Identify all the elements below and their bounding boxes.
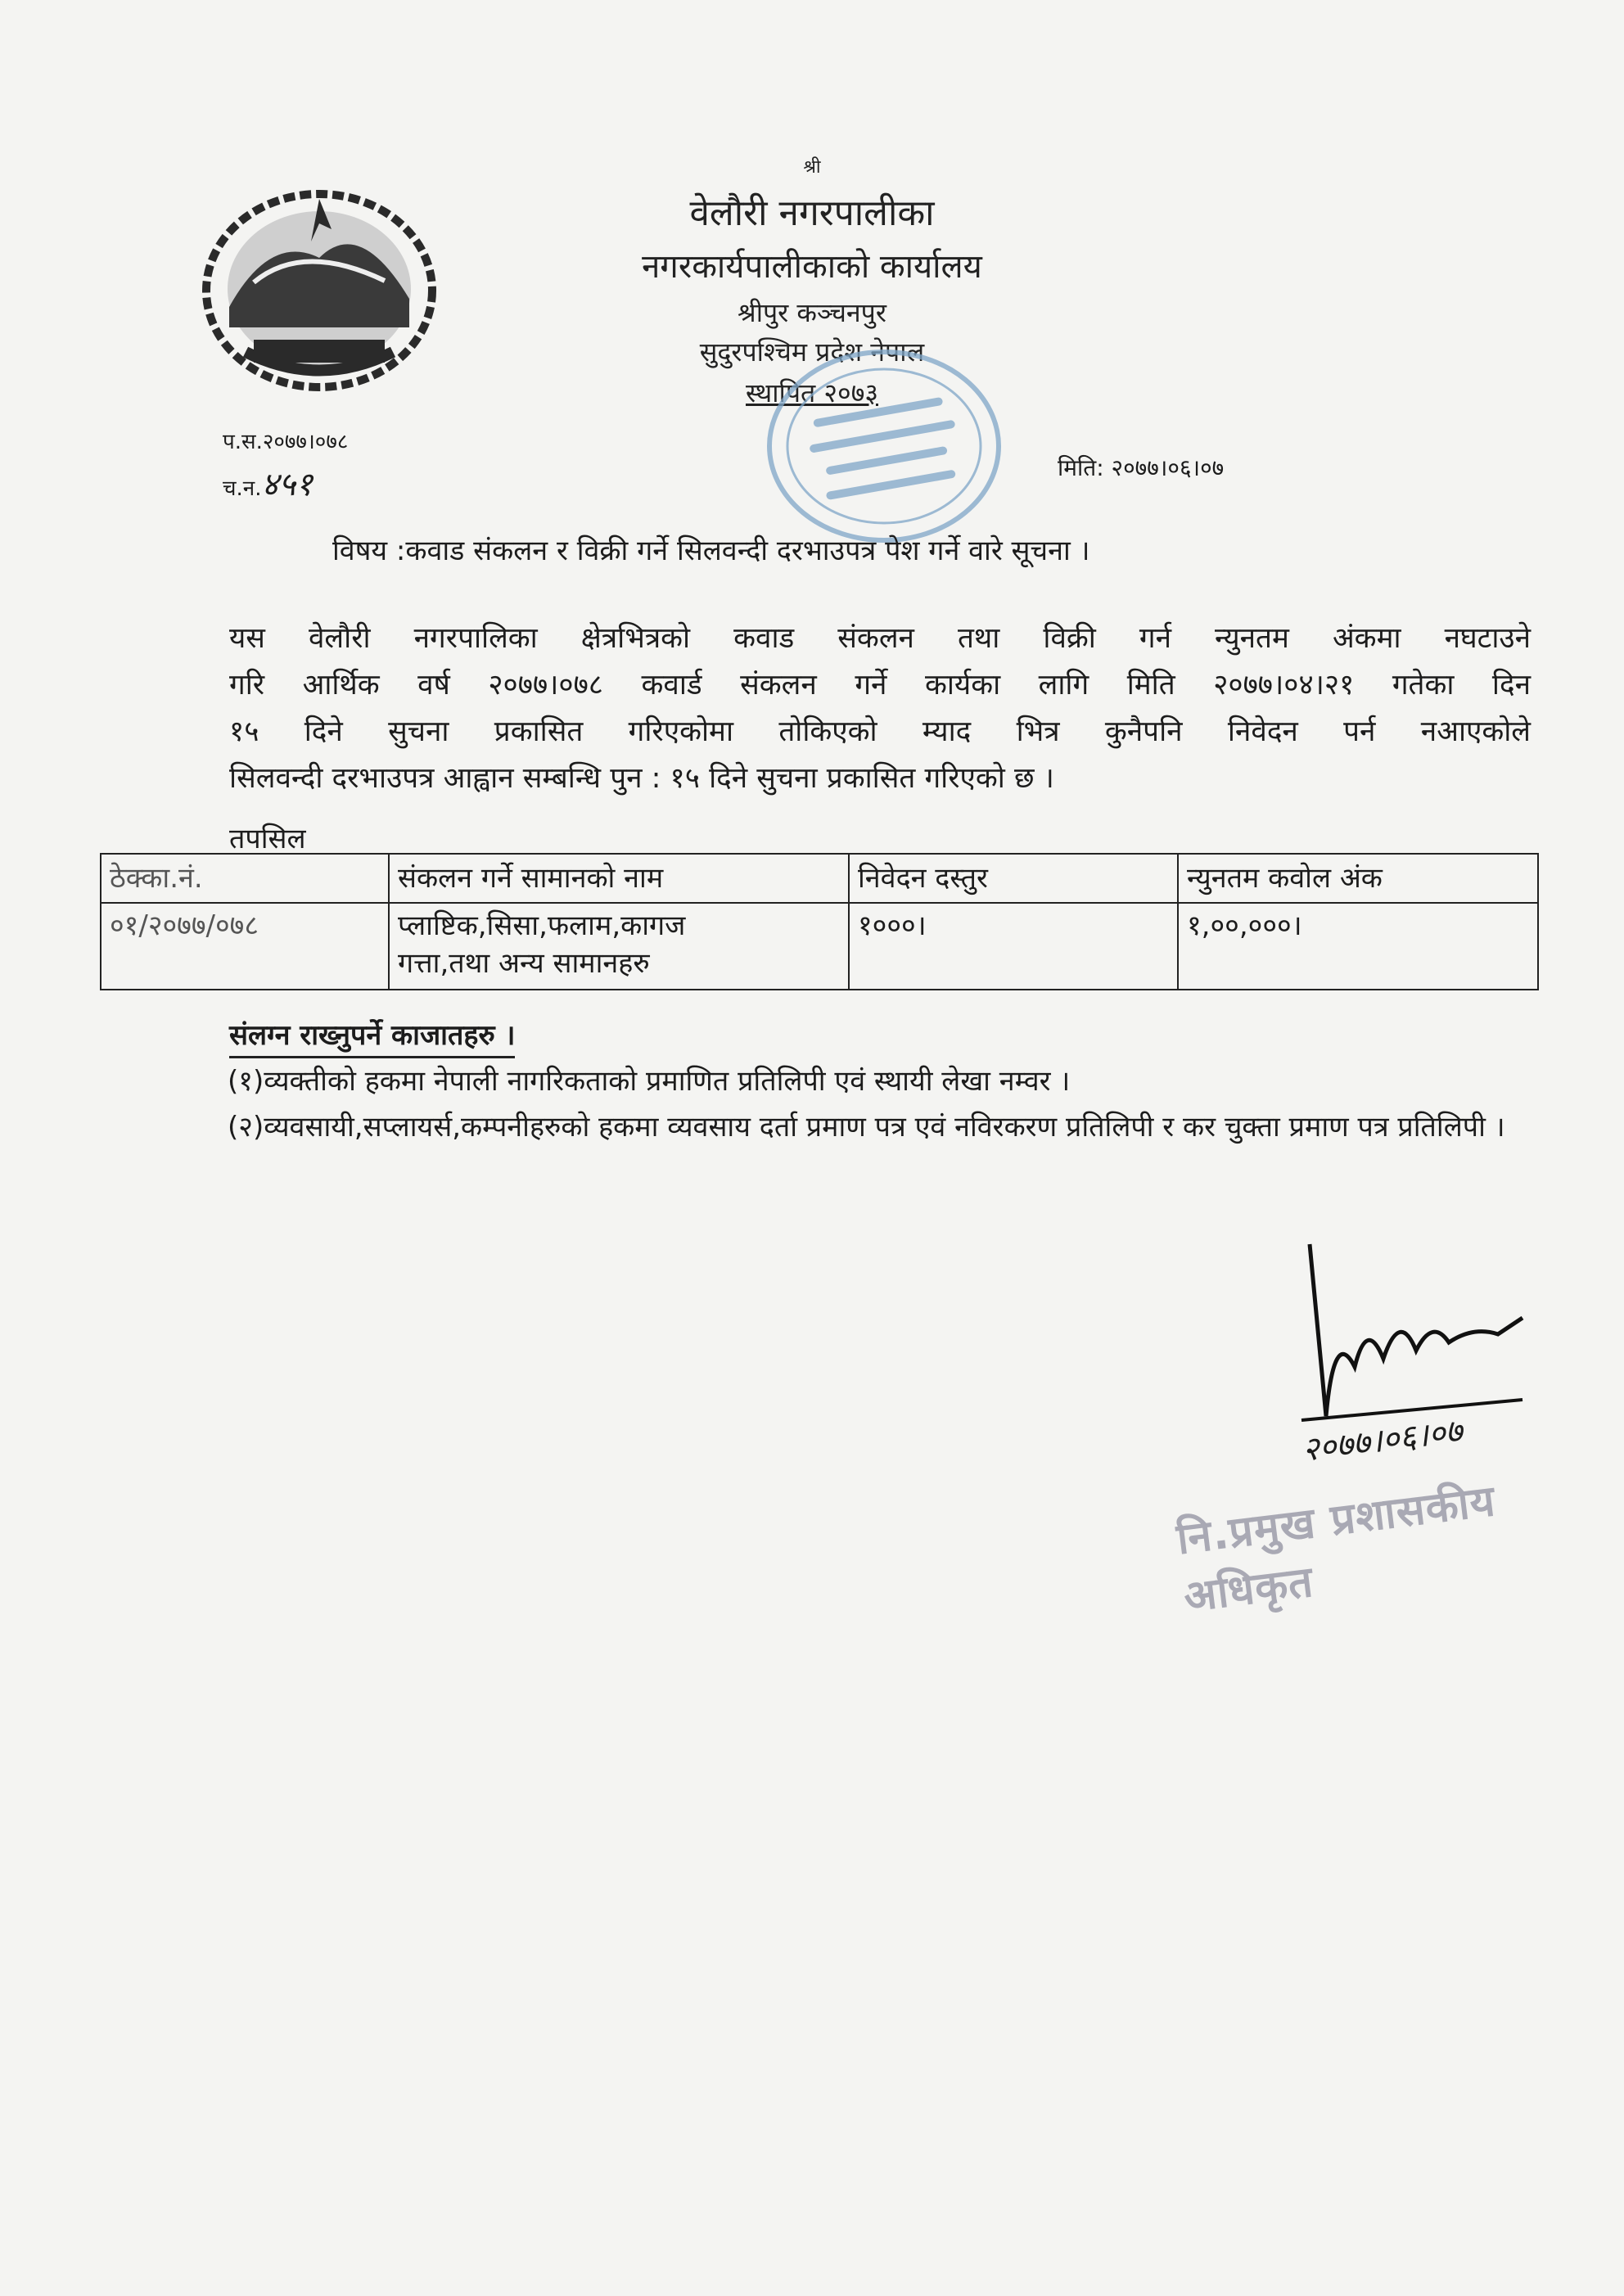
items-line-2: गत्ता,तथा अन्य सामानहरु: [398, 947, 650, 980]
col-application-fee: निवेदन दस्तुर: [849, 854, 1178, 903]
address-line-2: सुदुरपश्चिम प्रदेश नेपाल: [699, 336, 925, 368]
established-year: स्थापित २०७३: [746, 377, 878, 408]
shri-heading: श्री: [803, 157, 821, 178]
dispatch-label: च.न.: [223, 476, 262, 501]
col-minimum-bid: न्युनतम कवोल अंक: [1178, 854, 1538, 903]
requirement-item-2: (२)व्यवसायी,सप्लायर्स,कम्पनीहरुको हकमा व्यवसाय दर्ता प्रमाण पत्र एवं नविरकरण प्रतिलिपी र कर चुक्ता प्रमाण पत्र प्रतिलिपी ।: [228, 1111, 1505, 1143]
table-header-row: [101, 854, 1538, 903]
attachments-heading: संलग्न राख्नुपर्ने काजातहरु ।: [229, 1015, 515, 1058]
notice-body: [229, 616, 1531, 802]
contract-no-cell: ०१/२०७७/०७८: [101, 903, 389, 990]
body-line: गरि आर्थिक वर्ष २०७७।०७८ कवार्ड संकलन गर्ने कार्यका लागि मिति २०७७।०४।२१ गतेका दिन: [229, 669, 1531, 701]
body-line: यस वेलौरी नगरपालिका क्षेत्रभित्रको कवाड संकलन तथा विक्री गर्न न्युनतम अंकमा नघटाउने: [229, 622, 1531, 655]
office-stamp-icon: [761, 344, 1007, 548]
signature-date: २०७७।०६।०७: [1300, 1412, 1465, 1469]
minimum-bid-cell: १,००,०००।: [1178, 903, 1538, 990]
col-item-name: संकलन गर्ने सामानको नाम: [389, 854, 849, 903]
letter-date: मिति: २०७७।०६।०७: [1058, 454, 1225, 481]
address-line-1: श्रीपुर कञ्चनपुर: [738, 297, 886, 328]
office-name: नगरकार्यपालीकाको कार्यालय: [642, 248, 982, 286]
table-row: [101, 903, 1538, 990]
fee-cell: १०००।: [849, 903, 1178, 990]
dispatch-number: ४५१: [261, 466, 313, 503]
requirement-item-1: (१)व्यक्तीको हकमा नेपाली नागरिकताको प्रमाणित प्रतिलिपी एवं स्थायी लेखा नम्वर ।: [228, 1065, 1071, 1098]
items-cell: [389, 903, 849, 990]
items-line-1: प्लाष्टिक,सिसा,फलाम,कागज: [398, 909, 686, 942]
officer-designation-stamp: नि.प्रमुख प्रशासकीय अधिकृत: [1174, 1476, 1499, 1622]
dispatch-no: [223, 460, 313, 505]
municipality-name: वेलौरी नगरपालीका: [689, 192, 935, 234]
col-contract-no: ठेक्का.नं.: [101, 854, 389, 903]
body-line: १५ दिने सुचना प्रकासित गरिएकोमा तोकिएको म्याद भित्र कुनैपनि निवेदन पर्न नआएकोले: [229, 715, 1531, 748]
body-line: सिलवन्दी दरभाउपत्र आह्वान सम्बन्धि पुन : १५ दिने सुचना प्रकासित गरिएको छ ।: [229, 762, 1054, 795]
subject-line: विषय :कवाड संकलन र विक्री गर्ने सिलवन्दी दरभाउपत्र पेश गर्ने वारे सूचना ।: [332, 535, 1090, 567]
tender-table: [100, 853, 1539, 990]
details-label: तपसिल: [229, 823, 306, 855]
letter-reference-no: प.स.२०७७।०७८: [223, 430, 349, 454]
